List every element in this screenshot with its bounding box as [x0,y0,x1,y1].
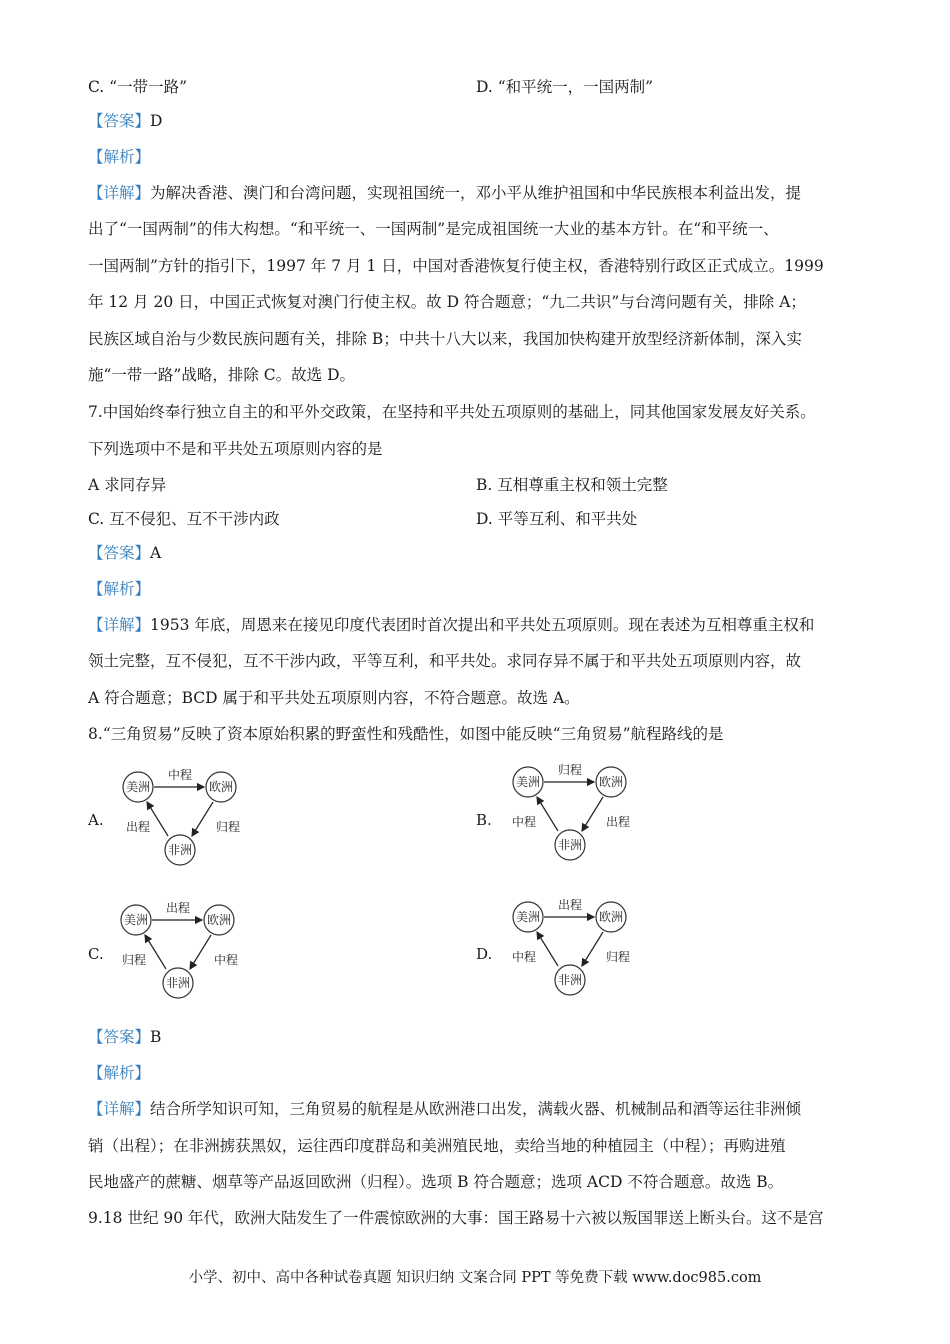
q7-option-a: A 求同存异 [88,476,167,494]
q7-stem-line-2: 下列选项中不是和平共处五项原则内容的是 [88,440,383,458]
q8-diagram-d [500,890,660,1000]
q7-option-c: C. 互不侵犯、互不干涉内政 [88,510,280,528]
label-top: 出程 [165,901,191,915]
label-top: 出程 [557,898,583,912]
node-america: 美洲 [515,775,541,789]
node-africa: 非洲 [167,843,193,857]
answer-tag: 【答案】 [88,544,151,562]
node-europe: 欧洲 [598,775,624,789]
label-top: 归程 [557,763,583,777]
node-america: 美洲 [125,780,151,794]
label-left: 出程 [125,820,151,834]
q6-answer: D [150,112,163,130]
q8-option-d-label: D. [476,945,493,963]
label-top: 中程 [167,768,193,782]
answer-tag: 【答案】 [88,112,151,130]
node-africa: 非洲 [165,976,191,990]
q6-detail-line-1: 【详解】为解决香港、澳门和台湾问题，实现祖国统一，邓小平从维护祖国和中华民族根本利益出发，提 [88,184,802,202]
q8-option-b-label: B. [476,811,492,829]
arrow-right [190,935,211,969]
q6-detail-line-4: 年 12 月 20 日，中国正式恢复对澳门行使主权。故 D 符合题意；“九二共识”与台湾问题有关，排除 A； [88,293,806,311]
q8-answer-line [88,1027,161,1047]
arrow-left [147,802,168,836]
label-right: 出程 [605,815,631,829]
q8-stem: 8.“三角贸易”反映了资本原始积累的野蛮性和残酷性，如图中能反映“三角贸易”航程路线的是 [88,725,724,743]
q7-detail-line-2: 领土完整，互不侵犯，互不干涉内政，平等互利，和平共处。求同存异不属于和平共处五项原则内容，故 [88,652,802,670]
node-europe: 欧洲 [598,910,624,924]
label-right: 归程 [215,820,241,834]
q7-detail-line-3: A 符合题意；BCD 属于和平共处五项原则内容，不符合题意。故选 A。 [88,689,580,707]
label-right: 中程 [213,953,239,967]
node-europe: 欧洲 [206,913,232,927]
arrow-right [582,932,603,966]
node-europe: 欧洲 [208,780,234,794]
q7-answer-line [88,543,161,563]
answer-tag: 【答案】 [88,1028,151,1046]
q6-detail-line-6: 施“一带一路”战略，排除 C。故选 D。 [88,366,355,384]
label-left: 中程 [511,815,537,829]
q8-detail-line-3: 民地盛产的蔗糖、烟草等产品返回欧洲（归程）。选项 B 符合题意；选项 ACD 不符合题意。故选 B。 [88,1173,784,1191]
arrow-left [537,932,558,966]
label-left: 归程 [121,953,147,967]
detail-tag: 【详解】 [88,616,151,634]
q8-detail-line-2: 销（出程）；在非洲掳获黑奴，运往西印度群岛和美洲殖民地，卖给当地的种植园主（中程）；再购进殖 [88,1137,786,1155]
q6-option-c: C. “一带一路” [88,78,188,96]
q6-answer-line [88,111,162,131]
node-africa: 非洲 [557,838,583,852]
q6-detail-line-5: 民族区域自治与少数民族问题有关，排除 B；中共十八大以来，我国加快构建开放型经济新体制，深入实 [88,330,802,348]
detail-tag: 【详解】 [88,1100,151,1118]
detail-tag: 【详解】 [88,184,151,202]
arrow-left [537,797,558,831]
arrow-left [145,935,166,969]
node-america: 美洲 [515,910,541,924]
q8-diagram-c [108,893,268,1003]
q9-stem: 9.18 世纪 90 年代，欧洲大陆发生了一件震惊欧洲的大事：国王路易十六被以叛国罪送上断头台。这不是宫 [88,1209,824,1227]
q8-diagram-b [500,755,660,865]
q7-answer: A [150,544,162,562]
q6-analysis-tag: 【解析】 [88,148,151,166]
arrow-right [582,797,603,831]
q8-option-c-label: C. [88,945,104,963]
label-left: 中程 [511,950,537,964]
label-right: 归程 [605,950,631,964]
page-footer: 小学、初中、高中各种试卷真题 知识归纳 文案合同 PPT 等免费下载 www.doc985.com [188,1270,762,1286]
q6-option-d: D. “和平统一，一国两制” [476,78,654,96]
q8-detail-line-1: 【详解】结合所学知识可知，三角贸易的航程是从欧洲港口出发，满载火器、机械制品和酒等运往非洲倾 [88,1100,802,1118]
q7-option-b: B. 互相尊重主权和领土完整 [476,476,668,494]
q7-analysis-tag: 【解析】 [88,580,151,598]
q8-option-a-label: A. [88,811,104,829]
q8-diagram-a [110,760,270,870]
q8-analysis-tag: 【解析】 [88,1064,151,1082]
node-america: 美洲 [123,913,149,927]
arrow-right [192,802,213,836]
q7-stem-line-1: 7.中国始终奉行独立自主的和平外交政策，在坚持和平共处五项原则的基础上，同其他国家发展友好关系。 [88,403,816,421]
q7-detail-line-1: 【详解】1953 年底，周恩来在接见印度代表团时首次提出和平共处五项原则。现在表述为互相尊重主权和 [88,616,815,634]
node-africa: 非洲 [557,973,583,987]
q7-option-d: D. 平等互利、和平共处 [476,510,638,528]
q6-detail-line-2: 出了“一国两制”的伟大构想。“和平统一、一国两制”是完成祖国统一大业的基本方针。在“和平统一、 [88,220,779,238]
q6-detail-line-3: 一国两制”方针的指引下，1997 年 7 月 1 日，中国对香港恢复行使主权，香港特别行政区正式成立。1999 [88,257,824,275]
q8-answer: B [150,1028,162,1046]
